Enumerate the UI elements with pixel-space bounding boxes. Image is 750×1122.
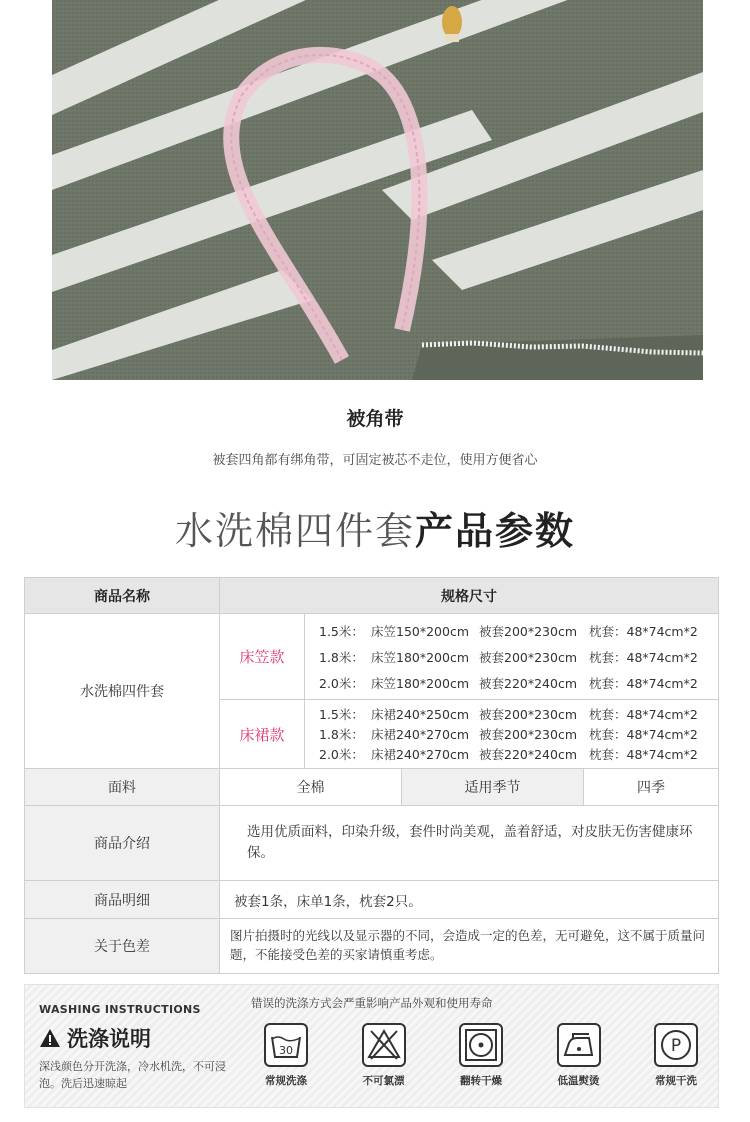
pillow-size: 枕套：48*74cm*2 <box>589 747 698 762</box>
detail-label: 商品明细 <box>25 881 220 918</box>
care-item <box>641 1023 711 1088</box>
size-line <box>319 622 718 640</box>
care-label: 常规干洗 <box>655 1075 697 1087</box>
care-item <box>251 1023 321 1088</box>
fabric-label: 面料 <box>25 769 220 805</box>
size-line <box>319 648 718 666</box>
style-lines-fitted <box>305 614 718 699</box>
table-header-row <box>25 578 718 614</box>
care-label: 低温熨烫 <box>557 1075 600 1087</box>
washing-note: 深浅颜色分开洗涤，冷水机洗，不可浸泡。洗后迅速晾起 <box>39 1060 226 1090</box>
size-label: 2.0米： <box>319 747 364 762</box>
fabric-corner-tie-image <box>52 0 703 380</box>
size-label: 2.0米： <box>319 675 364 691</box>
washing-title-cn <box>39 1023 151 1053</box>
bed-size: 床裙240*270cm <box>371 727 470 742</box>
color-row <box>25 919 718 973</box>
cover-size: 被套200*230cm <box>479 727 578 742</box>
care-item <box>349 1023 419 1088</box>
detail-row <box>25 881 718 919</box>
no-bleach-icon <box>362 1023 406 1067</box>
season-label: 适用季节 <box>402 769 584 805</box>
feature-description: 被套四角都有绑角带，可固定被芯不走位，使用方便省心 <box>212 453 538 468</box>
style-label-skirt: 床裙款 <box>220 700 305 768</box>
size-row <box>25 614 718 769</box>
season-value: 四季 <box>584 769 718 805</box>
intro-row <box>25 806 718 881</box>
intro-label: 商品介绍 <box>25 806 220 880</box>
color-diff-label: 关于色差 <box>25 919 220 973</box>
pillow-size: 枕套：48*74cm*2 <box>589 707 698 722</box>
size-label: 1.5米： <box>319 707 364 722</box>
washing-title-cn-text: 洗涤说明 <box>67 1027 151 1051</box>
care-item <box>446 1023 516 1088</box>
header-size: 规格尺寸 <box>220 578 718 613</box>
fabric-row <box>25 769 718 806</box>
cover-size: 被套220*240cm <box>479 675 578 691</box>
intro-value: 选用优质面料，印染升级，套件时尚美观，盖着舒适，对皮肤无伤害健康环保。 <box>220 806 718 880</box>
care-label: 常规洗涤 <box>265 1075 307 1087</box>
section-heading <box>0 500 750 555</box>
style-row-skirt <box>220 700 718 768</box>
size-label: 1.8米： <box>319 649 364 665</box>
cover-size: 被套220*240cm <box>479 747 578 762</box>
dry-clean-icon <box>654 1023 698 1067</box>
heading-light-part: 水洗棉四件套 <box>174 509 415 553</box>
care-label: 翻转干燥 <box>460 1075 502 1087</box>
bed-size: 床笠180*200cm <box>371 675 470 691</box>
feature-title: 被角带 <box>346 408 404 430</box>
washing-title-en: WASHING INSTRUCTIONS <box>39 1003 201 1016</box>
size-line <box>319 725 718 743</box>
style-label-fitted: 床笠款 <box>220 614 305 699</box>
bed-size: 床笠150*200cm <box>371 623 470 639</box>
color-diff-value: 图片拍摄时的光线以及显示器的不同，会造成一定的色差，无可避免，这不属于质量问题，不能接受色差的买家请慎重考虑。 <box>220 919 718 973</box>
cover-size: 被套200*230cm <box>479 649 578 665</box>
pillow-size: 枕套：48*74cm*2 <box>589 675 698 691</box>
product-name-cell: 水洗棉四件套 <box>25 614 220 768</box>
pillow-size: 枕套：48*74cm*2 <box>589 649 698 665</box>
svg-text:P: P <box>670 1036 682 1056</box>
washing-instructions <box>24 984 719 1108</box>
low-iron-icon <box>557 1023 601 1067</box>
bed-size: 床笠180*200cm <box>371 649 470 665</box>
cover-size: 被套200*230cm <box>479 707 578 722</box>
fabric-value: 全棉 <box>220 769 402 805</box>
header-product-name: 商品名称 <box>25 578 220 613</box>
care-label: 不可氯漂 <box>362 1075 405 1087</box>
size-label: 1.5米： <box>319 623 364 639</box>
size-block <box>220 614 718 768</box>
size-label: 1.8米： <box>319 727 364 742</box>
wash-30-icon <box>264 1023 308 1067</box>
pillow-size: 枕套：48*74cm*2 <box>589 623 698 639</box>
pillow-size: 枕套：48*74cm*2 <box>589 727 698 742</box>
care-item <box>544 1023 614 1088</box>
cover-size: 被套200*230cm <box>479 623 578 639</box>
style-lines-skirt <box>305 700 718 768</box>
size-line <box>319 745 718 763</box>
heading-bold-part: 产品参数 <box>415 509 576 553</box>
style-row-fitted <box>220 614 718 700</box>
detail-value: 被套1条，床单1条，枕套2只。 <box>220 881 718 918</box>
product-photo <box>52 0 703 380</box>
svg-text:30: 30 <box>279 1044 293 1057</box>
washing-warning: 错误的洗涤方式会严重影响产品外观和使用寿命 <box>251 996 493 1010</box>
tumble-dry-icon <box>459 1023 503 1067</box>
care-icons <box>251 1023 711 1088</box>
warning-icon <box>39 1028 61 1048</box>
size-line <box>319 705 718 723</box>
spec-table <box>24 577 719 974</box>
bed-size: 床裙240*270cm <box>371 747 470 762</box>
size-line <box>319 674 718 692</box>
bed-size: 床裙240*250cm <box>371 707 470 722</box>
